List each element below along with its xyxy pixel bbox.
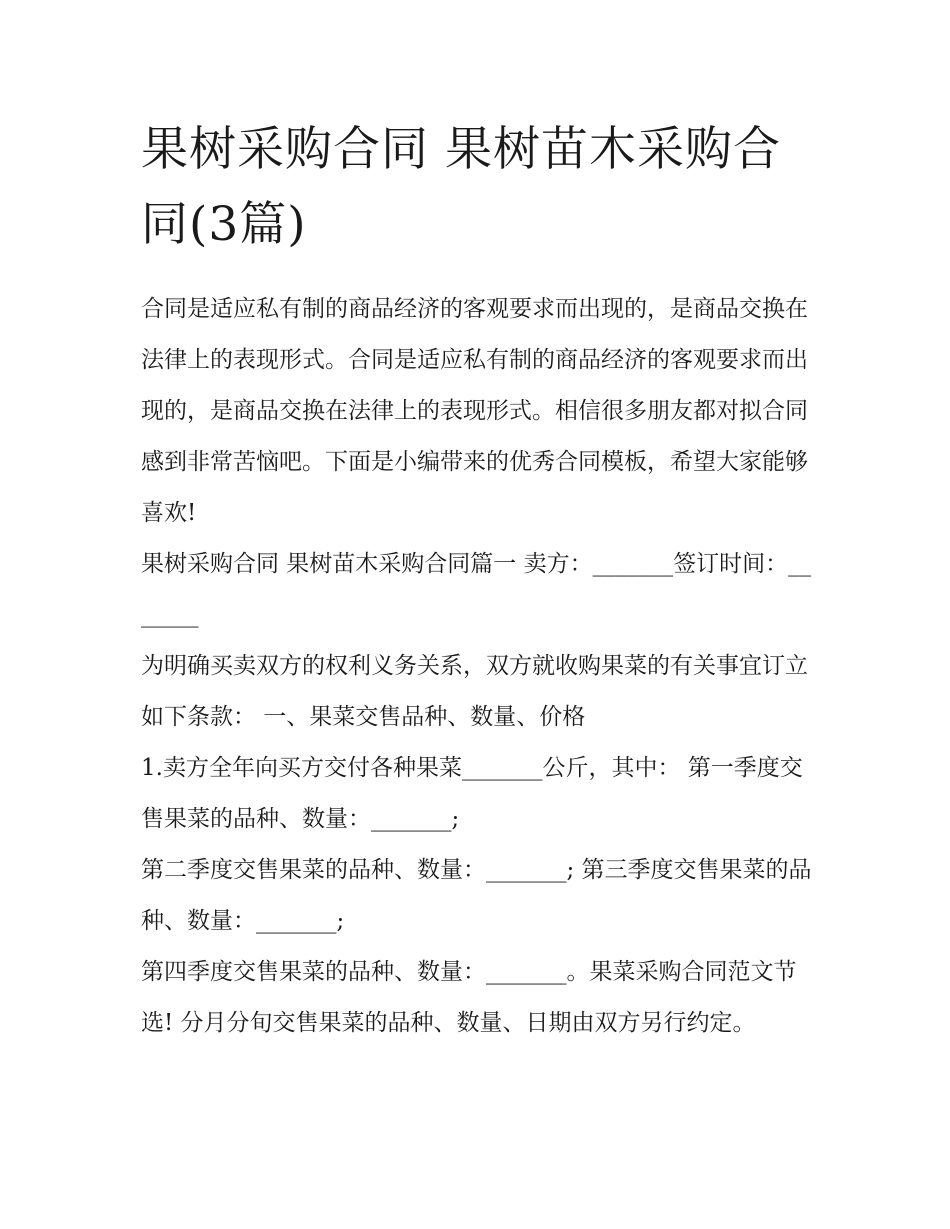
contract-header-paragraph: 果树采购合同 果树苗木采购合同篇一 卖方：_______签订时间：_______ [141, 551, 812, 628]
document-body [141, 112, 813, 1049]
quarters-2-3-paragraph: 第二季度交售果菜的品种、数量：_______; 第三季度交售果菜的品种、数量：_______; [141, 857, 812, 934]
document-title: 果树采购合同 果树苗木采购合同(3篇) [141, 122, 781, 252]
terms-intro-paragraph: 为明确买卖双方的权利义务关系，双方就收购果菜的有关事宜订立如下条款： 一、果菜交售品种、数量、价格 [141, 653, 808, 730]
intro-paragraph: 合同是适应私有制的商品经济的客观要求而出现的，是商品交换在法律上的表现形式。合同是适应私有制的商品经济的客观要求而出现的，是商品交换在法律上的表现形式。相信很多朋友都对拟合同感到非常苦恼吧。下面是小编带来的优秀合同模板，希望大家能够喜欢! [141, 296, 808, 526]
clause-1-paragraph: 1.卖方全年向买方交付各种果菜_______公斤，其中： 第一季度交售果菜的品种、数量：_______; [141, 755, 803, 832]
quarter-4-paragraph: 第四季度交售果菜的品种、数量：_______。果菜采购合同范文节选! 分月分旬交售果菜的品种、数量、日期由双方另行约定。 [141, 959, 797, 1036]
